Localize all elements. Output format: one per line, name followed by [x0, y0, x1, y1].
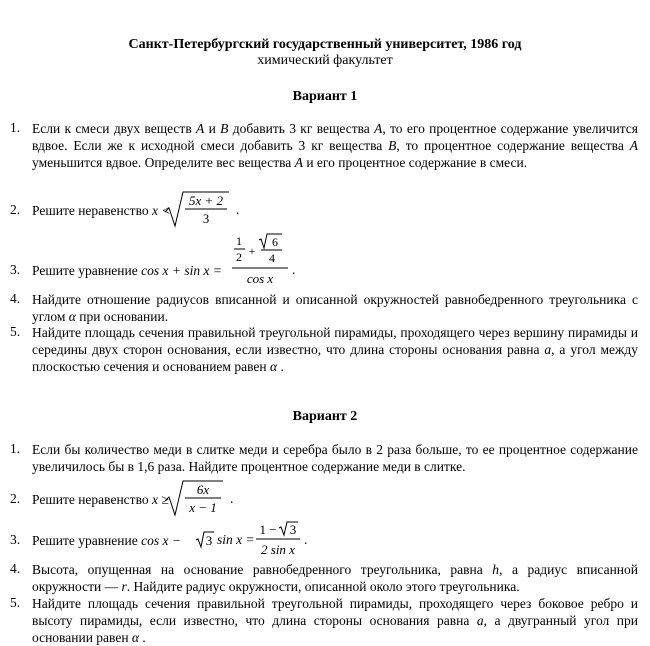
svg-text:2 sin x: 2 sin x [261, 542, 295, 557]
problem-number: 1. [10, 120, 21, 135]
svg-text:+: + [248, 244, 256, 258]
problem-text: Найдите площадь сечения правильной треугольной пирамиды, проходящего через вершину пирамиды и середины двух сторон основания, если известно, что длина стороны основания равна a, а угол между плоскостью сечения и основанием равен α . [32, 325, 638, 374]
exam-page: Санкт-Петербургский государственный университет, 1986 год химический факультет Вариант 1 1. Если к смеси двух веществ A и B добавить 3 кг вещества A, то его процентное содержание увеличится вдвое. Если же к исходной смеси добавить 3 кг вещества B, то процентное содержание вещества A уменьшится вдвое. Определите вес вещества A и его процентное содержание в смеси. 2. Решите неравенство x < 5x + 2 3 . 3. Решите уравнение cos x + sin x = 1 2 + 6 4 cos x . 4. Найдите отношение радиусов вписанной и описанной окружностей равнобедренного треугольника с углом α при основании. 5. Найдите площадь сечения правильной треугольной пирамиды, проходящего через вершину пирамиды и середины двух сторон основания, если известно, что длина стороны основания равна a, а угол между плоскостью сечения и основанием равен α . Вариант 2 1. Если бы количество меди в слитке меди и серебра было в 2 раза больше, то ее процентное содержание увеличилось бы в 1,6 раза. Найдите процентное содержание меди в слитке. 2. Решите неравенство x ≥ 6x x − 1 . 3. Решите уравнение cos x − 3 sin x = 1 − 3 2 sin x . 4. Высота, опущенная на основание равнобедренного треугольника, равна h, а радиус вписанной окружности — r. Найдите радиус окружности, описанной около этого треугольника. 5. Найдите площадь сечения правильной треугольной пирамиды, проходящего через боковое ребро и высоту пирамиды, если известно, что длина стороны основания равна a, а двугранный угол при основании равен α . [0, 0, 650, 645]
problem-number: 2. [10, 491, 21, 506]
svg-text:x − 1: x − 1 [189, 500, 217, 515]
problem-number: 3. [10, 532, 21, 547]
faculty-subtitle: химический факультет [257, 53, 393, 68]
svg-text:6: 6 [272, 235, 278, 249]
fraction-formula [254, 520, 304, 560]
problem-number: 4. [10, 561, 21, 576]
svg-text:3: 3 [289, 522, 297, 537]
svg-text:3: 3 [205, 533, 213, 548]
problem-text: Решите неравенство x ≥ [32, 492, 169, 507]
variant-2-title: Вариант 2 [292, 409, 358, 424]
sqrt-fraction-formula [163, 190, 235, 228]
svg-text:3: 3 [202, 211, 210, 226]
problem-text: Решите неравенство x < [32, 203, 171, 218]
svg-text:2: 2 [236, 250, 242, 264]
problem-text: Высота, опущенная на основание равнобедренного треугольника, равна h, а радиус вписанной окружности — r. Найдите радиус окружности, описанной около этого треугольника. [32, 562, 638, 594]
svg-text:cos x: cos x [246, 271, 274, 286]
svg-text:1: 1 [236, 234, 242, 248]
svg-text:5x + 2: 5x + 2 [188, 193, 224, 208]
problem-text: Найдите площадь сечения правильной треугольной пирамиды, проходящего через боковое ребро и высоту пирамиды, если известно, что длина стороны основания равна a, а двугранный угол при основании равен α . [32, 596, 638, 645]
problem-number: 4. [10, 291, 21, 306]
university-title: Санкт-Петербургский государственный университет, 1986 год [128, 37, 522, 52]
sqrt-3-formula [195, 530, 215, 550]
sqrt-fraction-formula [163, 479, 229, 517]
problem-text: Если бы количество меди в слитке меди и серебра было в 2 раза больше, то ее процентное содержание увеличилось бы в 1,6 раза. Найдите процентное содержание меди в слитке. [32, 442, 638, 474]
problem-number: 3. [10, 262, 21, 277]
svg-text:4: 4 [269, 251, 275, 265]
problem-number: 5. [10, 595, 21, 610]
problem-text: Если к смеси двух веществ A и B добавить 3 кг вещества A, то его процентное содержание увеличится вдвое. Если же к исходной смеси добавить 3 кг вещества B, то процентное содержание вещества A уменьшится вдвое. Определите вес вещества A и его процентное содержание в смеси. [32, 121, 638, 170]
problem-number: 1. [10, 441, 21, 456]
svg-text:1 −: 1 − [259, 522, 277, 537]
nested-fraction-formula [232, 232, 292, 290]
problem-text: Решите уравнение cos x − [32, 533, 181, 548]
problem-number: 2. [10, 202, 21, 217]
problem-number: 5. [10, 324, 21, 339]
problem-text: Решите уравнение cos x + sin x = [32, 263, 222, 278]
svg-text:6x: 6x [196, 482, 210, 497]
variant-1-title: Вариант 1 [292, 89, 358, 104]
problem-text: Найдите отношение радиусов вписанной и описанной окружностей равнобедренного треугольника с углом α при основании. [32, 292, 638, 324]
